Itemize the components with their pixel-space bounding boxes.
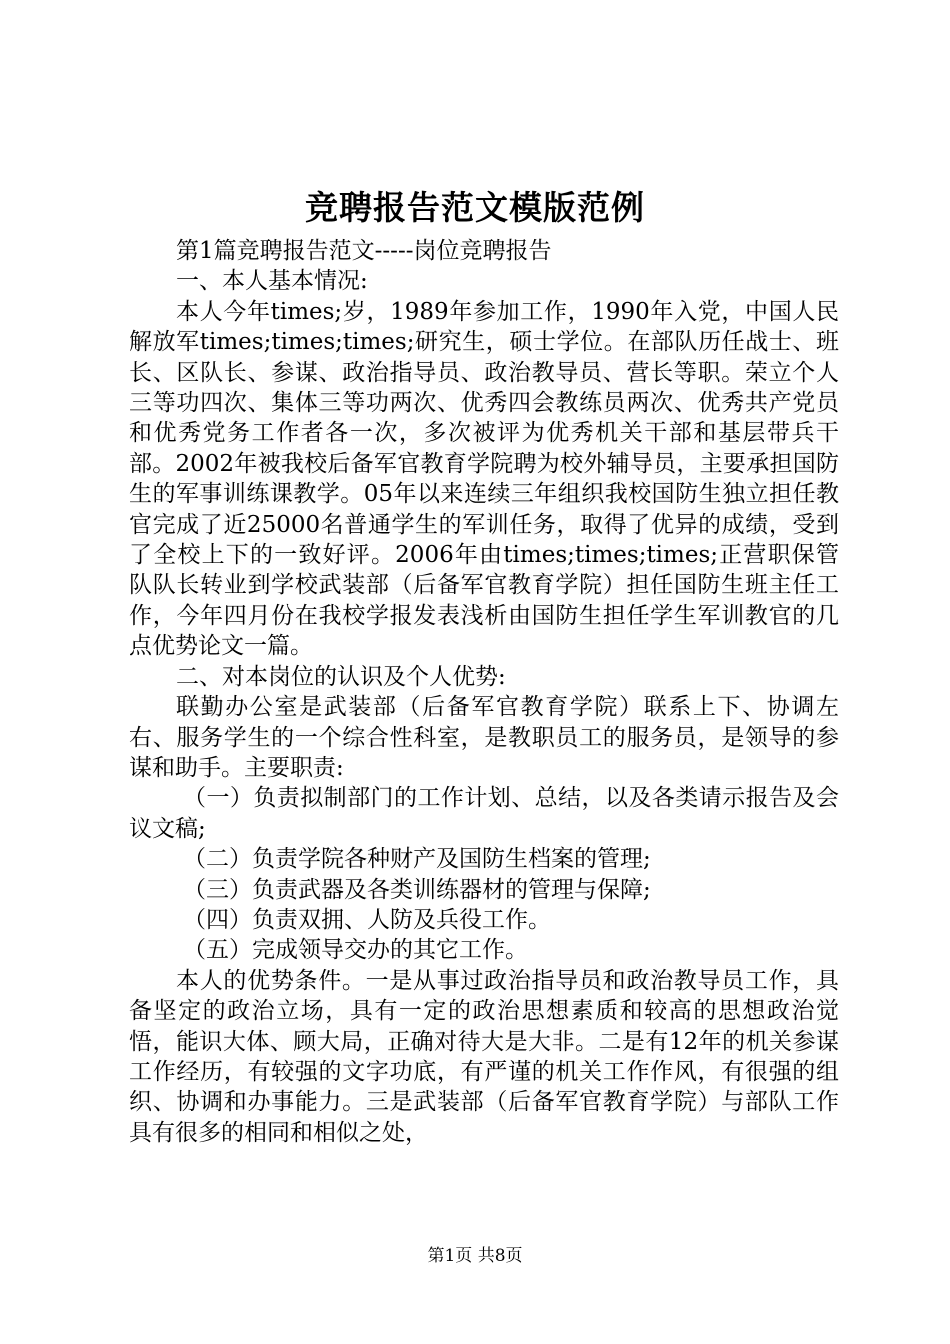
- duty-list-item: （一）负责拟制部门的工作计划、总结，以及各类请示报告及会议文稿;: [129, 785, 839, 842]
- document-title: 竞聘报告范文模版范例: [305, 188, 645, 227]
- body-paragraph: 联勤办公室是武装部（后备军官教育学院）联系上下、协调左右、服务学生的一个综合性科室，是教职员工的服务员，是领导的参谋和助手。主要职责:: [129, 694, 839, 781]
- section-heading: 第1篇竞聘报告范文-----岗位竞聘报告: [176, 238, 552, 264]
- section-heading: 二、对本岗位的认识及个人优势:: [176, 663, 506, 690]
- duty-list-item: （二）负责学院各种财产及国防生档案的管理;: [183, 846, 651, 873]
- duty-list-item: （四）负责双拥、人防及兵役工作。: [183, 906, 551, 933]
- page-number-footer: 第1页 共8页: [427, 1246, 523, 1266]
- duty-list-item: （三）负责武器及各类训练器材的管理与保障;: [183, 876, 651, 903]
- body-paragraph: 本人今年times;岁，1989年参加工作，1990年入党，中国人民解放军times;times;times;研究生，硕士学位。在部队历任战士、班长、区队长、参谋、政治指导员、政治教导员、营长等职。荣立个人三等功四次、集体三等功两次、优秀四会教练员两次、优秀共产党员和优秀党务工作者各一次，多次被评为优秀机关干部和基层带兵干部。2002年被我校后备军官教育学院聘为校外辅导员，主要承担国防生的军事训练课教学。05年以来连续三年组织我校国防生独立担任教官完成了近25000名普通学生的军训任务，取得了优异的成绩，受到了全校上下的一致好评。2006年由times;times;times;正营职保管队队长转业到学校武装部（后备军官教育学院）担任国防生班主任工作，今年四月份在我校学报发表浅析由国防生担任学生军训教官的几点优势论文一篇。: [129, 298, 839, 660]
- body-paragraph: 本人的优势条件。一是从事过政治指导员和政治教导员工作，具备坚定的政治立场，具有一定的政治思想素质和较高的思想政治觉悟，能识大体、顾大局，正确对待大是大非。二是有12年的机关参谋工作经历，有较强的文字功底，有严谨的机关工作作风，有很强的组织、协调和办事能力。三是武装部（后备军官教育学院）与部队工作具有很多的相同和相似之处，: [129, 967, 839, 1146]
- duty-list-item: （五）完成领导交办的其它工作。: [183, 937, 528, 964]
- section-heading: 一、本人基本情况:: [176, 268, 368, 295]
- document-body: [129, 236, 839, 1148]
